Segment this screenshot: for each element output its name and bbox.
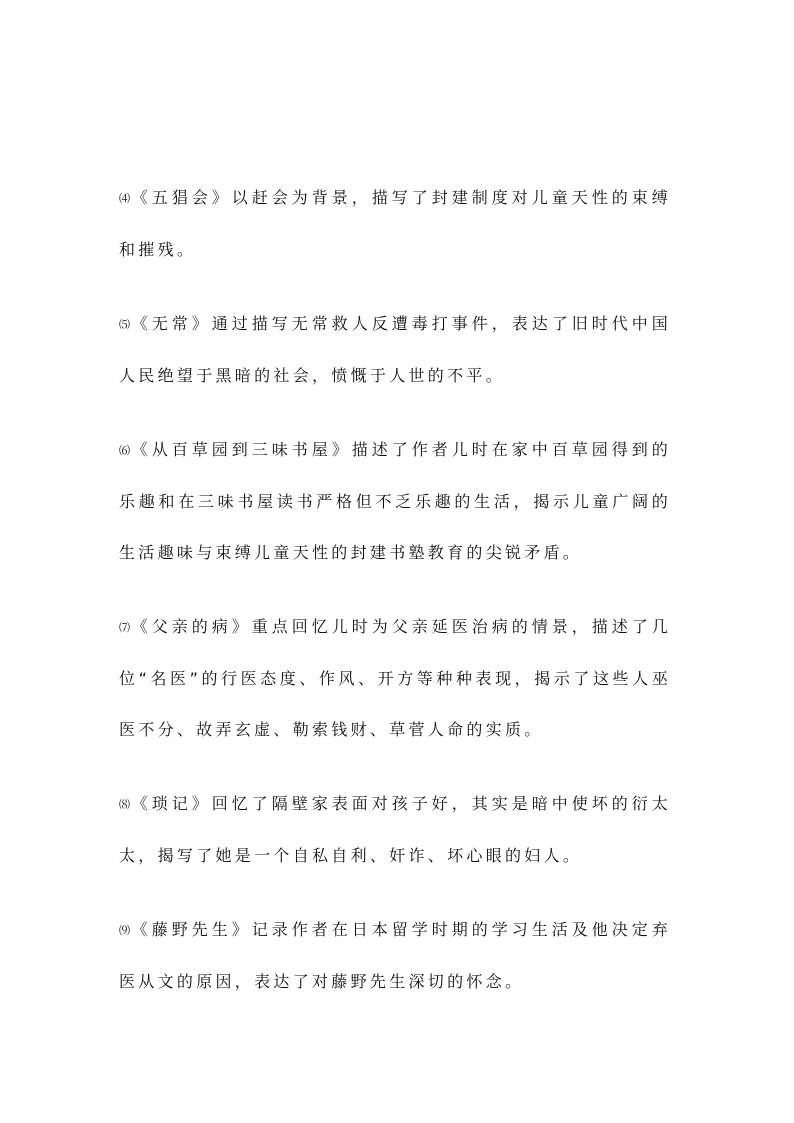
paragraph-item-8 — [119, 778, 671, 881]
item-text: 《藤野先生》记录作者在日本留学时期的学习生活及他决定弃医从文的原因，表达了对藤野先生深切的怀念。 — [119, 920, 671, 991]
paragraph-item-7 — [119, 601, 671, 755]
item-number: ⑼ — [119, 924, 131, 937]
paragraph-item-6 — [119, 424, 671, 578]
item-number: ⑸ — [119, 318, 131, 331]
paragraph-item-5 — [119, 298, 671, 401]
item-text: 《从百草园到三味书屋》描述了作者儿时在家中百草园得到的乐趣和在三味书屋读书严格但不乏乐趣的生活，揭示儿童广阔的生活趣味与束缚儿童天性的封建书塾教育的尖锐矛盾。 — [119, 440, 671, 562]
item-number: ⑻ — [119, 798, 131, 811]
document-body — [119, 172, 671, 1030]
paragraph-item-9 — [119, 904, 671, 1007]
item-number: ⑷ — [119, 192, 131, 205]
item-text: 《无常》通过描写无常救人反遭毒打事件，表达了旧时代中国人民绝望于黑暗的社会，愤慨于人世的不平。 — [119, 314, 671, 385]
item-text: 《琐记》回忆了隔壁家表面对孩子好，其实是暗中使坏的衍太太，揭写了她是一个自私自利、奸诈、坏心眼的妇人。 — [119, 794, 671, 865]
paragraph-item-4 — [119, 172, 671, 275]
item-text: 《父亲的病》重点回忆儿时为父亲延医治病的情景，描述了几位“名医”的行医态度、作风、开方等种种表现，揭示了这些人巫医不分、故弄玄虚、勒索钱财、草菅人命的实质。 — [119, 617, 671, 739]
item-number: ⑹ — [119, 444, 131, 457]
item-number: ⑺ — [119, 621, 131, 634]
item-text: 《五猖会》以赶会为背景，描写了封建制度对儿童天性的束缚和摧残。 — [119, 188, 671, 259]
